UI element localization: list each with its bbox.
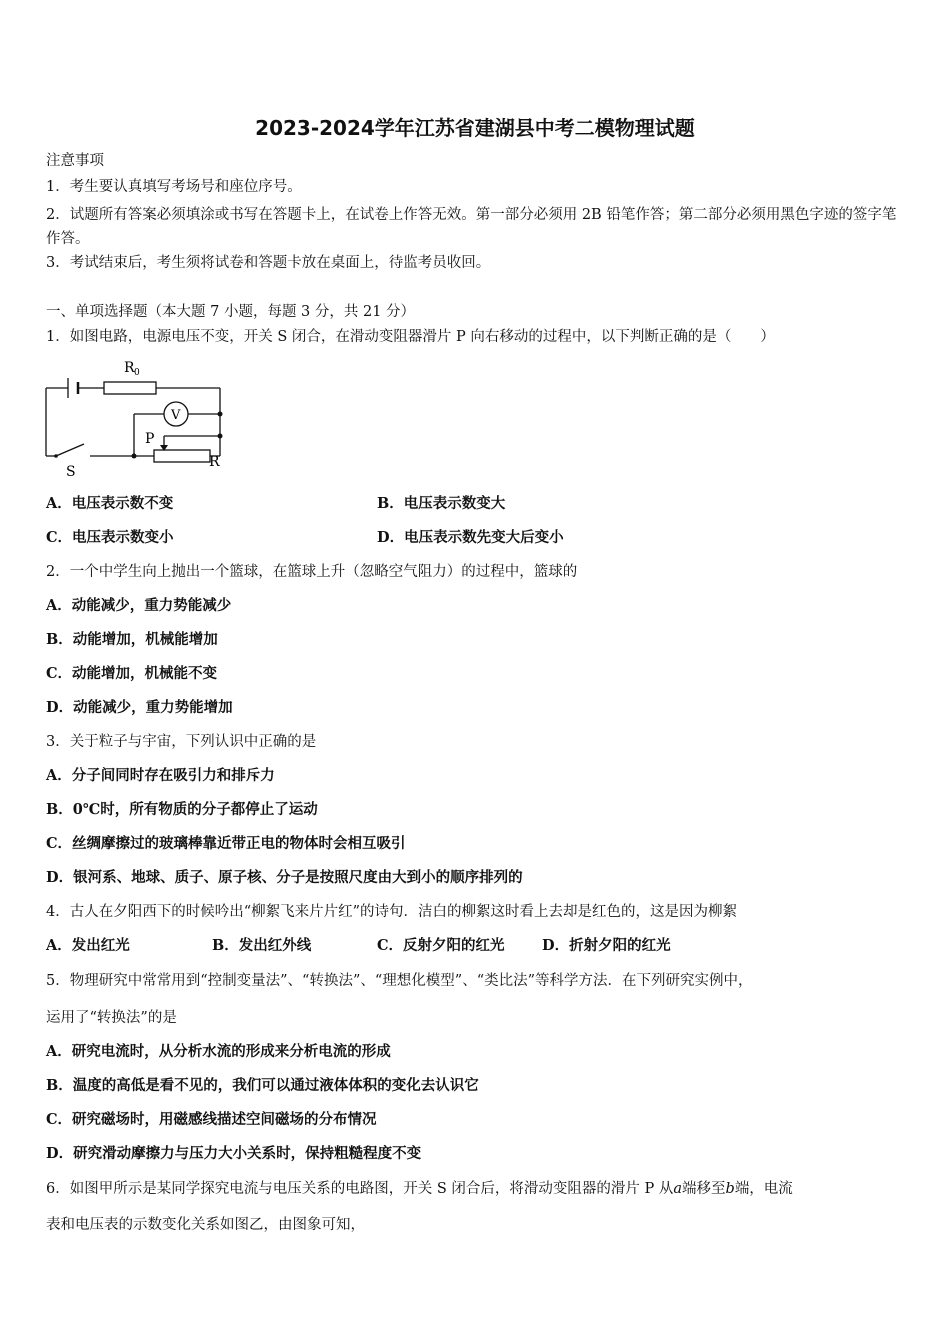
q5-stem: 5．物理研究中常常用到“控制变量法”、“转换法”、“理想化模型”、“类比法”等科学方法．在下列研究实例中， xyxy=(46,973,753,989)
q2-option-b: B．动能增加，机械能增加 xyxy=(46,631,218,648)
switch-label: S xyxy=(66,464,76,480)
q6-stem-part: 6．如图甲所示是某同学探究电流与电压关系的电路图，开关 S 闭合后，将滑动变阻器的滑片 P 从 xyxy=(46,1181,674,1197)
page-title: 2023-2024学年江苏省建湖县中考二模物理试题 xyxy=(255,116,695,140)
notice-heading: 注意事项 xyxy=(46,153,104,169)
q3-option-b: B．0℃时，所有物质的分子都停止了运动 xyxy=(46,801,318,818)
q3-stem: 3．关于粒子与宇宙，下列认识中正确的是 xyxy=(46,734,317,750)
switch-blade xyxy=(56,444,84,456)
q4-option-c: C．反射夕阳的红光 xyxy=(377,937,505,954)
q5-option-a: A．研究电流时，从分析水流的形成来分析电流的形成 xyxy=(46,1043,391,1060)
q5-stem-cont: 运用了“转换法”的是 xyxy=(46,1010,177,1026)
q6-point-a: a xyxy=(673,1181,683,1197)
q2-stem: 2．一个中学生向上抛出一个篮球，在篮球上升（忽略空气阻力）的过程中，篮球的 xyxy=(46,564,578,580)
circuit-diagram xyxy=(38,352,238,480)
notice-item: 1．考生要认真填写考场号和座位序号。 xyxy=(46,179,302,195)
q1-stem: 1．如图电路，电源电压不变，开关 S 闭合，在滑动变阻器滑片 P 向右移动的过程中，以下判断正确的是（ ） xyxy=(46,329,775,345)
notice-item: 3．考试结束后，考生须将试卷和答题卡放在桌面上，待监考员收回。 xyxy=(46,255,491,271)
rheostat-resistor xyxy=(154,450,210,462)
q5-option-c: C．研究磁场时，用磁感线描述空间磁场的分布情况 xyxy=(46,1111,377,1128)
q3-option-a: A．分子间同时存在吸引力和排斥力 xyxy=(46,767,275,784)
section-heading: 一、单项选择题（本大题 7 小题，每题 3 分，共 21 分） xyxy=(46,304,416,320)
notice-item: 2．试题所有答案必须填涂或书写在答题卡上，在试卷上作答无效。第一部分必须用 2B 铅笔作答；第二部分必须用黑色字迹的签字笔作答。 xyxy=(46,207,897,247)
r0-subscript: 0 xyxy=(134,368,140,378)
q5-option-d: D．研究滑动摩擦力与压力大小关系时，保持粗糙程度不变 xyxy=(46,1145,422,1162)
q1-option-a: A．电压表示数不变 xyxy=(46,495,174,512)
q1-option-c: C．电压表示数变小 xyxy=(46,529,174,546)
q6-stem-part: 端移至 xyxy=(682,1181,726,1197)
q6-stem-part: 端，电流 xyxy=(734,1181,793,1197)
r0-label: R xyxy=(124,360,135,376)
rheostat-label: R xyxy=(209,454,220,470)
q4-option-a: A．发出红光 xyxy=(46,937,130,954)
slider-label: P xyxy=(145,431,155,447)
q4-stem: 4．古人在夕阳西下的时候吟出“柳絮飞来片片红”的诗句．洁白的柳絮这时看上去却是红色的，这是因为柳絮 xyxy=(46,904,738,920)
q1-option-b: B．电压表示数变大 xyxy=(377,495,506,512)
q2-option-d: D．动能减少，重力势能增加 xyxy=(46,699,233,716)
q5-option-b: B．温度的高低是看不见的，我们可以通过液体体积的变化去认识它 xyxy=(46,1077,479,1094)
q4-option-d: D．折射夕阳的红光 xyxy=(542,937,671,954)
q2-option-a: A．动能减少，重力势能减少 xyxy=(46,597,232,614)
q3-option-c: C．丝绸摩擦过的玻璃棒靠近带正电的物体时会相互吸引 xyxy=(46,835,406,852)
voltmeter-label: V xyxy=(171,408,181,423)
q6-point-b: b xyxy=(725,1181,735,1197)
q4-option-b: B．发出红外线 xyxy=(212,937,312,954)
q2-option-c: C．动能增加，机械能不变 xyxy=(46,665,218,682)
q1-option-d: D．电压表示数先变大后变小 xyxy=(377,529,564,546)
q3-option-d: D．银河系、地球、质子、原子核、分子是按照尺度由大到小的顺序排列的 xyxy=(46,869,523,886)
q6-stem xyxy=(46,1179,793,1199)
r0-resistor xyxy=(104,382,156,394)
q6-stem-cont: 表和电压表的示数变化关系如图乙，由图象可知， xyxy=(46,1217,365,1233)
